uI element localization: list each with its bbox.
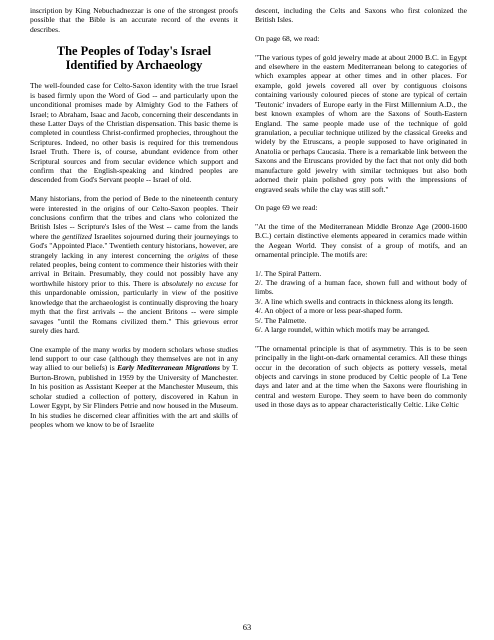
page-69-reference: On page 69 we read: [255, 203, 318, 213]
left-paragraph-2: Many historians, from the period of Bede to the nineteenth century were interested in the origins of our Celto-Saxon peoples. Their conclusions confirm that the tribes and clans who colonized the British Isles -- Scripture's Isles of the West -- came from the lands where the gentilized Israelites sojourned during their journeyings to God's "Appointed Place." Twentieth century historians, however, are strangely lacking in any interest concerning the origins of these related peoples, being content to commence their histories with their arrival in Britain. Presumably, they could not possibly have any worthwhile history prior to this. There is absolutely no excuse for this unpardonable omission, particularly in view of the positive knowledge that the archaeologist is continually disproving the hoary myth that the first arrivals -- the ancient Britons -- were simple savages "until the Romans civilized them." This grievous error surely dies hard. [30, 194, 239, 335]
left-paragraph-3: One example of the many works by modern scholars whose studies lend support to our case (although they themselves are not in any way allied to our beliefs) is Early Mediterranean Migrations by T. Burton-Brown, published in 1959 by the University of Manchester. In his position as Assistant Keeper at the Manchester Museum, this scholar studied a collection of pottery, discovered in Kahun in Lower Egypt, by Sir Flinders Petrie and now housed in the Museum. In his studies he discerned clear affinities with the art and skills of peoples whom we know to be of Israelite [30, 344, 238, 429]
right-intro-paragraph: descent, including the Celts and Saxons who first colonized the British Isles. [255, 6, 467, 25]
left-intro-paragraph: inscription by King Nebuchadnezzar is one of the strongest proofs possible that the Bible is an accurate record of the events it describes. [30, 6, 238, 34]
list-item: 3/. A line which swells and contracts in thickness along its length. [255, 296, 454, 306]
emphasis-no-excuse: absolutely no excuse [161, 278, 227, 288]
quote-ornamental-principle: "The ornamental principle is that of asymmetry. This is to be seen principally in the light-on-dark ornamental ceramics. All these things occur in the decoration of such objects as pottery vessels, metal objects and carvings in stone produced by Celtic people of La Tene days and later and at the time when the Saxons were flourishing in central and western Europe. They seem to have been do commonly used in those days as to appear characteristically Celtic. Like Celtic [255, 343, 467, 410]
page-number: 63 [242, 622, 252, 632]
left-column [30, 6, 238, 439]
left-paragraph-1: The well-founded case for Celto-Saxon identity with the true Israel is based firmly upon the Word of God -- and particularly upon the unconditional promises made by Almighty God to the Fathers of Israel; to Abraham, Isaac and Jacob, concerning their descendants in these Latter Days of the Christian dispensation. This basic theme is completed in countless Christ-confirmed prophecies, throughout the Scriptures. Indeed, no other basis is required for this tremendous Israel Truth. There is, of course, abundant evidence from other Scriptural sources and from secular evidence which support and confirm that the English-speaking and kindred peoples are descended from God's Servant people -- Israel of old. [30, 81, 238, 185]
book-title: Early Mediterranean Migrations [117, 363, 220, 373]
list-item: 1/. The Spiral Pattern. [255, 268, 322, 278]
emphasis-gentilized: gentilized [62, 231, 92, 241]
section-heading: The Peoples of Today's Israel Identified by Archaeology [56, 44, 212, 73]
list-item: 5/. The Palmette. [255, 315, 307, 325]
list-item: 4/. An object of a more or less pear-shaped form. [255, 306, 403, 316]
list-item: 2/. The drawing of a human face, shown full and without body of limbs. [255, 278, 467, 297]
quote-bronze-age: "At the time of the Mediterranean Middle Bronze Age (2000-1600 B.C.) certain distinctive elements appeared in ceramics made within the Aegean World. They consist of a group of motifs, and an ornamental principle. The motifs are: [255, 221, 467, 260]
motif-list [255, 269, 467, 335]
emphasis-origins: origins [187, 250, 209, 260]
quote-gold-jewelry: "The various types of gold jewelry made at about 2000 B.C. in Egypt and elsewhere in the eastern Mediterranean belong to categories of which examples appear at other times and in other places. For example, gold jewels covered all over by contiguous cloisons containing variously coloured pieces of stone are typical of certain 'Teutonic' invaders of Europe early in the First Millennium A.D., the best known examples of whom are the Saxons of South-Eastern England. The same people made use of the technique of gold granulation, a peculiar technique utilized by the classical Greeks and widely by the Etruscans, a people supposed to have originated in Anatolia or perhaps Caucasia. There is a remarkable link between the Saxons and the Etruscans provided by the fact that not only did both manufacture gold jewelry with similar techniques but also both adorned their plain polished grey pots with the impressions of engraved seals while the clay was still soft." [255, 52, 467, 194]
list-item: 6/. A large roundel, within which motifs may be arranged. [255, 325, 430, 335]
right-column [255, 6, 467, 419]
page-68-reference: On page 68, we read: [255, 34, 320, 44]
